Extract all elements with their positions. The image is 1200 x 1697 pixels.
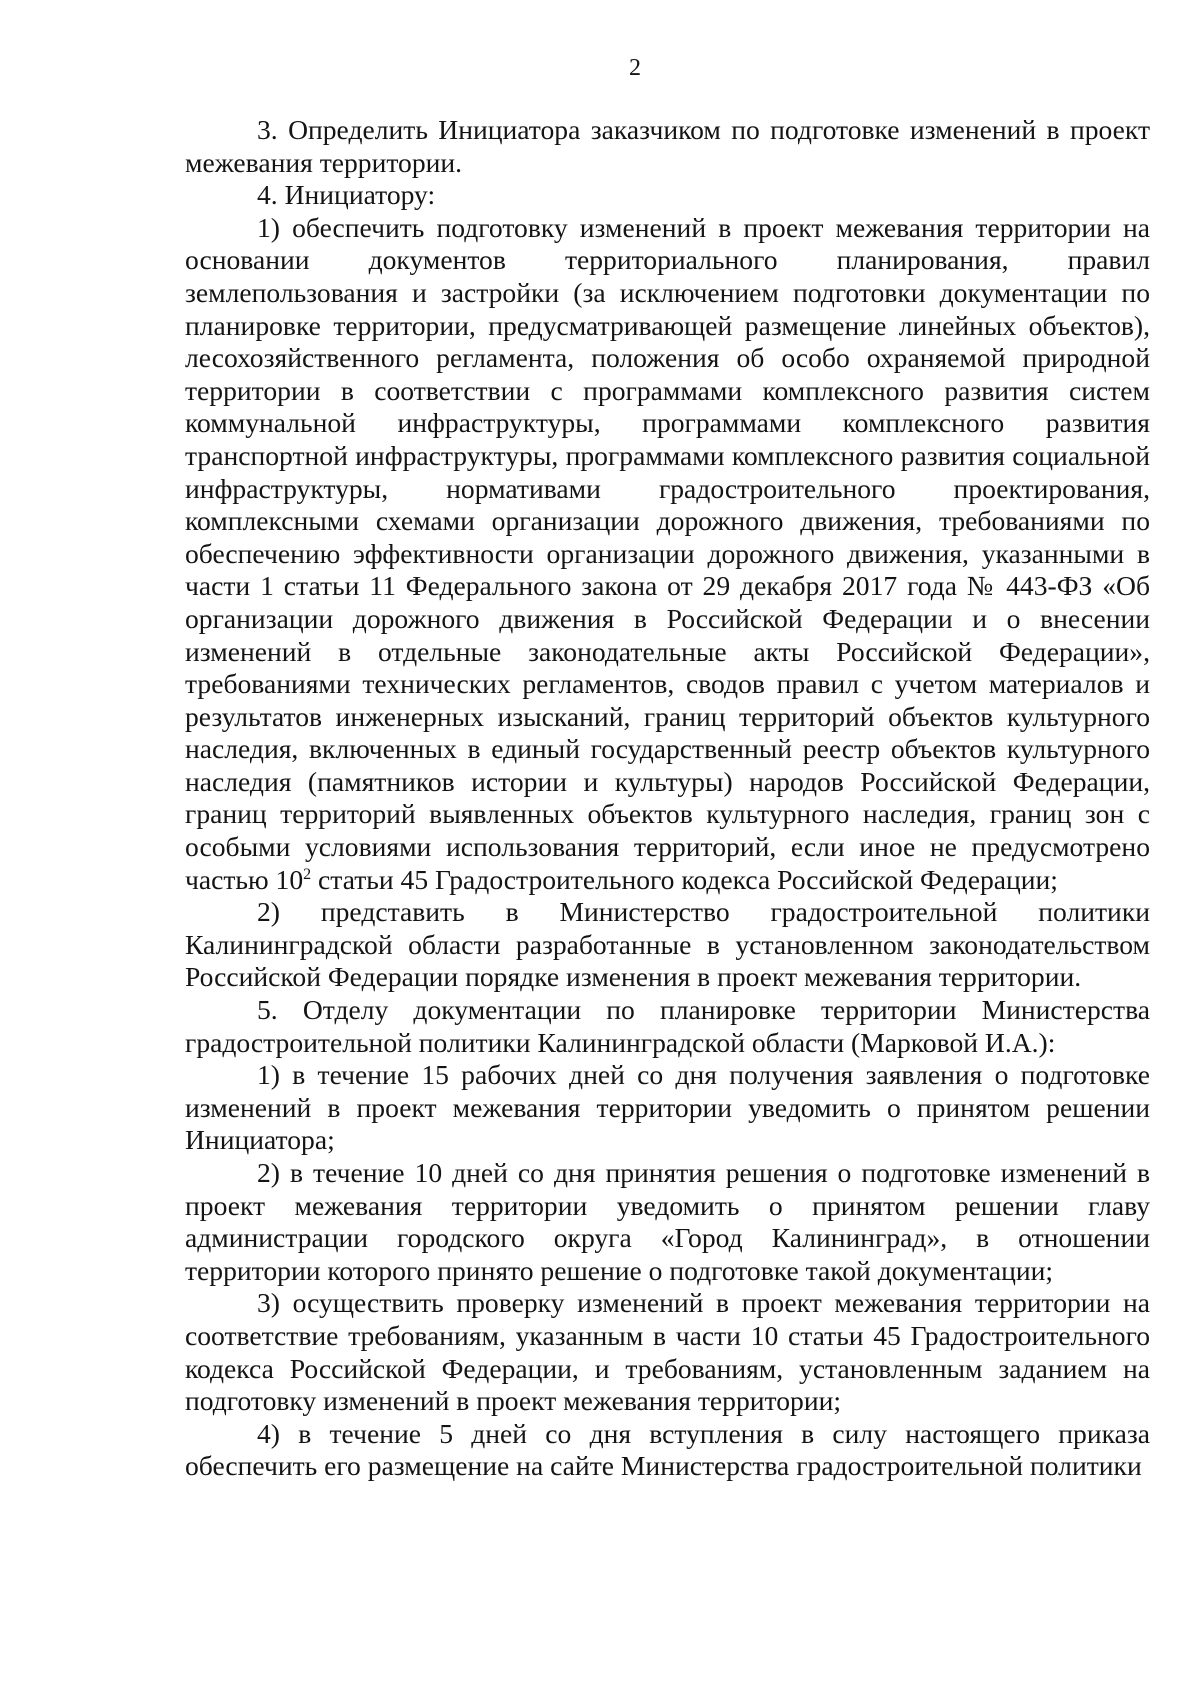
- part-number-base: 10: [275, 863, 304, 895]
- paragraph-item-3: 3. Определить Инициатора заказчиком по подготовке изменений в проект межевания территории.: [185, 114, 1150, 178]
- paragraph-item-4-1-text: 1) обеспечить подготовку изменений в проект межевания территории на основании документов территориального планирования, правил землепользования и застройки (за исключением подготовки документации по планировке территории, предусматривающей размещение линейных объектов), лесохозяйственного регламента, положения об особо охраняемой природной территории в соответствии с программами комплексного развития систем коммунальной инфраструктуры, программами комплексного развития транспортной инфраструктуры, программами комплексного развития социальной инфраструктуры, нормативами градостроительного проектирования, комплексными схемами организации дорожного движения, требованиями по обеспечению эффективности организации дорожного движения, указанными в части 1 статьи 11 Федерального закона от 29 декабря 2017 года № 443-ФЗ «Об организации дорожного движения в Российской Федерации и о внесении изменений в отдельные законодательные акты Российской Федерации», требованиями технических регламентов, сводов правил с учетом материалов и результатов инженерных изысканий, границ территорий объектов культурного наследия, включенных в единый государственный реестр объектов культурного наследия (памятников истории и культуры) народов Российской Федерации, границ территорий выявленных объектов культурного наследия, границ зон с особыми условиями использования территорий, если иное не предусмотрено частью: [185, 211, 1150, 895]
- paragraph-item-5-2: 2) в течение 10 дней со дня принятия решения о подготовке изменений в проект межевания территории уведомить о принятом решении главу администрации городского округа «Город Калининград», в отношении территории которого принято решение о подготовке такой документации;: [185, 1157, 1150, 1286]
- paragraph-item-5-1: 1) в течение 15 рабочих дней со дня получения заявления о подготовке изменений в проект межевания территории уведомить о принятом решении Инициатора;: [185, 1059, 1150, 1156]
- paragraph-item-4-1: [185, 212, 1150, 896]
- page-number: 2: [629, 55, 641, 81]
- paragraph-item-5-4: 4) в течение 5 дней со дня вступления в силу настоящего приказа обеспечить его размещение на сайте Министерства градостроительной политики: [185, 1417, 1150, 1482]
- paragraph-item-5: 5. Отделу документации по планировке территории Министерства градостроительной политики Калининградской области (Марковой И.А.):: [185, 994, 1150, 1058]
- paragraph-item-4: 4. Инициатору:: [257, 179, 436, 211]
- paragraph-item-5-3: 3) осуществить проверку изменений в проект межевания территории на соответствие требованиям, указанным в части 10 статьи 45 Градостроительного кодекса Российской Федерации, и требованиям, установленным заданием на подготовку изменений в проект межевания территории;: [185, 1287, 1150, 1417]
- part-number-superscript: 2: [303, 865, 312, 883]
- paragraph-item-4-2: 2) представить в Министерство градостроительной политики Калининградской области разработанные в установленном законодательством Российской Федерации порядке изменения в проект межевания территории.: [185, 896, 1150, 993]
- document-body: [185, 114, 1150, 1483]
- part-number: [276, 864, 312, 895]
- paragraph-item-4-1-tail: статьи 45 Градостроительного кодекса Российской Федерации;: [318, 863, 1058, 895]
